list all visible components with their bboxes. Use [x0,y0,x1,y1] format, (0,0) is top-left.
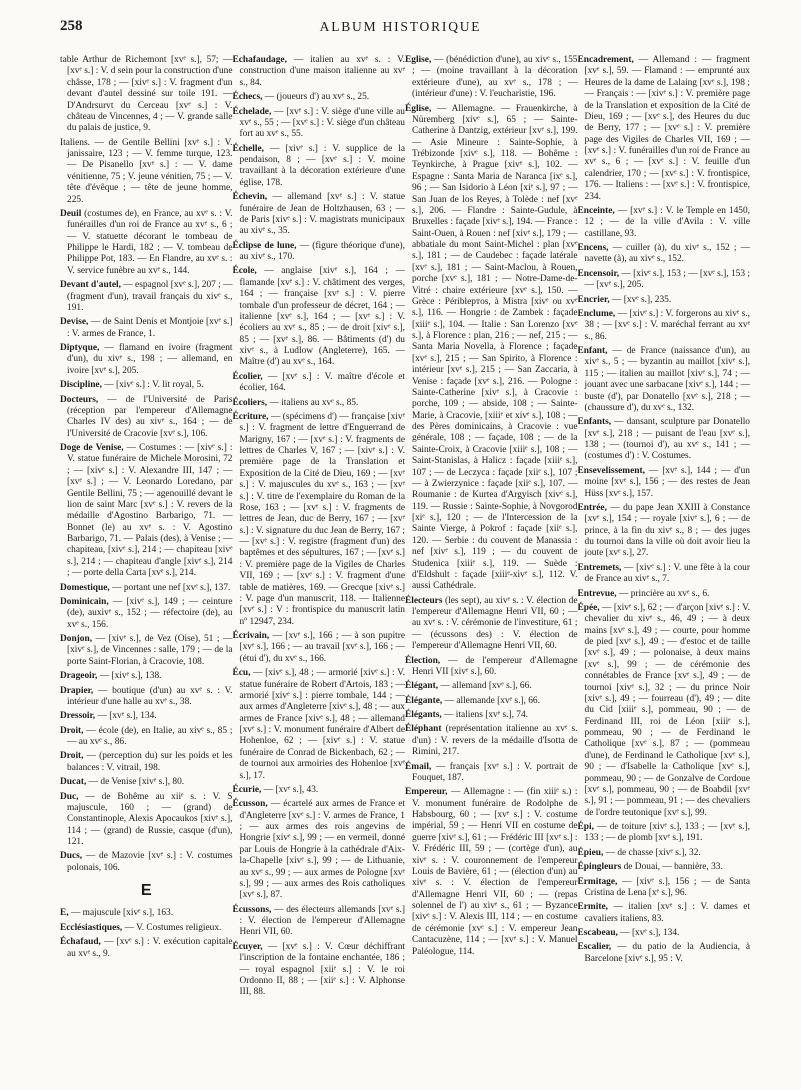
index-entry [578,417,751,463]
entry-text: — anglaise [xivᵉ s.], 164 ; — flamande [xvᵉ s.] : V. châtiment des verges, 164 ; — française [xvᵉ s.] : V. pierre tombale d'un professeur de décret, 164 ; — italienne [xvᵉ s.], 164 ; — [xvᵉ s.] : V. écoliers au xvᵉ s., 85 ; — de droit [xivᵉ s.], 85 ; — [xvᵉ s.], 86. — Bâtiments (d') du xivᵉ s., à Ludlow (Angleterre), 165. — Maître (d') au xvᵉ s., 164. [239,266,405,368]
entry-text: — du pape Jean XXIII à Constance [xvᵉ s.], 154 ; — royale [xivᵉ s.], 6 ; — de prince, à la fin du xivᵉ s., 8 ; — des juges du tournoi dans la ville où doit avoir lieu la joute [xvᵉ s.], 27. [584,502,750,559]
entry-headword: Dressoir, [60,711,96,722]
entry-headword: Élégant, [405,681,439,692]
index-entry [60,380,233,391]
entry-headword: Électeurs [405,595,443,606]
entry-text: (costumes de), en France, au xvᵉ s. : V. funérailles d'un roi de France au xvᵉ s., 6 ; — V. statuette décorant le tombeau de Philippe le Hardi, 182 ; — V. tombeau de Philippe Pot, 183. — En Flandre, au xvᵉ s. : V. service funèbre au xvᵉ s., 144. [67,208,233,276]
entry-text: — cuiller (à), du xivᵉ s., 152 ; — navette (à), au xivᵉ s., 152. [584,243,750,265]
entry-text: — [xivᵉ s.], 62 ; — d'arçon [xivᵉ s.] : V. chevalier du xivᵉ s., 46, 49 ; — à deux mains [xvᵉ s.], 49 ; — courte, pour homme de pied [xvᵉ s.], 49 ; — d'estoc et de taille [xvᵉ s.], 49 ; — polonaise, à deux mains [xvᵉ s.], 99 ; — de cérémonie des connétables de France [xvᵉ s.], 49 ; — de tournoi [xivᵉ s.], 32 ; — du prince Noir [xivᵉ s.], 49 ; — fourreau (d'), 49 ; — dite du Cid [xiiiᵉ s.], pommeau, 90 ; — de Ferdinand III, roi de Léon [xiiiᵉ s.], pommeau, 90 ; — de Ferdinand le Catholique [xvᵉ s.], 87 ; — (pommeau d'une), de Ferdinand le Catholique [xvᵉ s.], 90 ; — d'Isabelle la Catholique [xvᵉ s.], pommeau, 90 ; — de Gonzalve de Cordoue [xvᵉ s.], pommeau, 90 ; — de Boabdil [xvᵉ s.], 91 ; — pommeau, 91 ; — des chevaliers de l'ordre teutonique [xvᵉ s.], 99. [584,602,750,818]
entry-text: — de chasse [xivᵉ s.], 32. [603,847,701,858]
entry-text: — allemand [xvᵉ s.] : V. statue funéraire de Jean de Holtzhausen, 63 ; — de Paris [xivᵉ s.] : V. magistrats municipaux au xivᵉ s., 35. [239,192,405,237]
entry-text: table Arthur de Richemont [xvᵉ s.], 57; — [xvᵉ s.] : V. d sein pour la construction d'une châsse, 178 ; — [xivᵉ s.] : V. fragment d'un devant d'autel dessiné sur toile 191. — D'Andrsurvt du Cerceau [xvᵉ s.] : V. château de Vincennes, 4 ; — V. grande salle du palais de justice, 9. [60,55,233,134]
entry-text: — italien au xvᵉ s. : V. construction d'une maison italienne au xvᵉ s., 84. [239,55,405,88]
entry-text: — [xivᵉ s.] : V. lit royal, 5. [101,380,204,391]
entry-text: — portant une nef [xvᵉ s.], 137. [109,582,231,593]
entry-headword: E, [60,908,69,919]
entry-headword: Donjon, [60,634,93,644]
index-entry [578,503,751,560]
entry-headword: Éléphant [405,724,442,735]
entry-headword: Enfants, [577,417,612,428]
entry-text: — [xvᵉ s.], 134. [617,928,680,938]
index-entry [405,787,578,958]
index-entry [60,792,233,849]
index-entry [233,398,406,409]
entry-text: — [xvᵉ s.] : V. Cœur déchiffrant l'inscription de la fontaine enchantée, 186 ; — royal espagnol [xiiᵉ s.] : V. le roi Ordonno II, 88 ; — [xiiᵉ s.] : V. Alphonse III, 88. [239,941,405,998]
entry-text: — [xvᵉ s.], 134. [95,711,157,722]
entry-text: — dansant, sculpture par Donatello [xvᵉ s.], 218 ; — puisant de l'eau [xvᵉ s.], 138 ; — (tournoi d'), au xvᵉ s., 141 ; — (costumes d') : V. Costumes. [584,417,750,462]
entry-headword: Devant d'autel, [60,280,121,291]
entry-text: — (spécimens d') — française [xivᵉ s.] : V. fragment de lettre d'Enguerrand de Marigny, 167 ; — [xvᵉ s.] : V. fragments de lettres de Charles V, 167 ; — [xivᵉ s.] : V. première page de la Translation et Exposition de la Cité de Dieu, 169 ; — [xvᵉ s.] : V. majuscules du xvᵉ s., 163 ; — [xvᵉ s.] : V. titre de l'exemplaire du Roman de la Rose, 163 ; — [xvᵉ s.] : V. fragments de lettres de Jean, duc de Berry, 167 ; — [xvᵉ s.] : V. signature du duc Jean de Berry, 167 ; — [xvᵉ s.] : V. registre (fragment d'un) des baptêmes et des sépultures, 167 ; — [xvᵉ s.] : V. première page de la Vigiles de Charles VII, 169 ; — [xvᵉ s.] : V. fragment d'une table de matières, 169. — Grecque [xivᵉ s.] : V. page d'un manuscrit, 118. — Italienne [xvᵉ s.] : V : frontispice du manuscrit latin nº 12947, 234. [239,411,405,627]
running-title: ALBUM HISTORIQUE [319,19,482,34]
entry-headword: Encens, [577,243,609,253]
index-entry [60,138,233,206]
index-entry [60,923,233,934]
index-entry [60,908,233,919]
entry-text: — princière au xvᵉ s., 6. [616,588,710,599]
entry-headword: Église, [405,103,432,114]
entry-text: — [xivᵉ s.], 153 ; — [xvᵉ s.], 153 ; — [xvᵉ s.], 205. [584,268,750,291]
page-number: 258 [60,18,83,34]
entry-text: de Douai, — bannière, 33. [621,862,723,873]
entry-headword: Ecclésiastiques, [60,922,123,933]
index-entry [405,596,578,653]
entry-text: — V. Costumes religieux. [122,922,222,933]
index-entry [405,724,578,758]
entry-headword: Élégante, [405,695,443,706]
entry-text: — majuscule [xivᵉ s.], 163. [68,908,174,919]
index-entry [233,107,406,141]
entry-headword: Ducat, [60,777,87,788]
entry-headword: Encensoir, [577,268,620,279]
entry-headword: Encadrement, [577,55,634,65]
index-entry [233,55,406,89]
index-entry [233,785,406,796]
entry-headword: Éclipse de lune, [232,240,297,251]
index-entry [578,603,751,819]
index-entry [405,762,578,785]
index-entry [405,681,578,692]
index-entry [233,192,406,238]
entry-headword: Droit, [60,725,84,736]
index-entry [60,583,233,594]
entry-text: — [xvᵉ s.], 144 ; — d'un moine [xvᵉ s.], 156 ; — des restes de Jean Hüss [xvᵉ s.], 157. [584,465,750,499]
entry-headword: Doge de Venise, [60,443,124,453]
entry-headword: Épieu, [577,847,604,858]
entry-headword: Échevin, [232,192,268,203]
index-entry [60,317,233,340]
entry-text: — [xivᵉ s.] : V. forgerons au xivᵉ s., 38 ; — [xvᵉ s.] : V. maréchal ferrant au xvᵉ s., 86. [584,308,750,342]
index-entry [233,799,406,901]
index-entry [233,668,406,782]
index-entry [578,243,751,266]
index-entry [60,395,233,441]
index-entry [60,343,233,377]
entry-headword: Élection, [405,655,441,666]
entry-headword: Entrée, [577,502,607,513]
entry-headword: Émail, [405,761,432,772]
index-entry [60,634,233,668]
entry-text: — de l'empereur d'Allemagne Henri VII [xivᵉ s.], 60. [412,655,578,677]
entry-headword: Enceinte, [577,205,615,216]
index-entry [60,671,233,682]
entry-headword: Escabeau, [577,928,618,938]
index-entry [578,295,751,306]
entry-text: — école (de), en Italie, au xivᵉ s., 85 ; — au xvᵉ s., 86. [67,725,233,747]
index-entry [233,144,406,190]
entry-text: — allemand [xvᵉ s.], 66. [438,681,532,692]
entry-text: Italiens. — de Gentile Bellini [xvᵉ s.] : V. janissaire, 123 ; — V. femme turque, 123. — De Pisanello [xvᵉ s.] : — V. dame vénitienne, 75 ; V. jeune vénitien, 75 ; — V. tête d'évêque ; — tête de jeune homme, 225. [60,137,233,205]
entry-text: (les sept), au xivᵉ s. : V. élection de l'empereur d'Allemagne Henri VII, 60 ; — au xvᵉ s. : V. cérémonie de l'investiture, 61 ; — (écussons des) : V. élection de l'empereur d'Allemagne Henri VII, 60. [412,595,578,652]
index-entry [578,309,751,343]
entry-text: — allemande [xvᵉ s.], 66. [442,695,540,706]
entry-text: — Allemand : — fragment [xvᵉ s.], 59. — Flamand : — emprunté aux Heures de la dame de Lalaing [xvᵉ s.], 198 ; — Français : — [xivᵉ s.] : V. première page de la Translation et exposition de la Cité de Dieu, 169 ; — [xvᵉ s.], des Heures du duc de Berry, 177 ; — [xvᵉ s.] : V. première page des Vigiles de Charles VII, 169 ; — [xvᵉ s.] : V. funérailles d'un roi de France au xvᵉ s., 6 ; — [xvᵉ s.] : V. feuille d'un calendrier, 170 ; — [xvᵉ s.] : V. frontispice, 176. — Italiens : — [xvᵉ s.] : V. frontispice, 234. [584,55,750,202]
entry-headword: Empereur, [405,787,448,798]
entry-headword: Écrivain, [232,631,270,641]
entry-headword: Escalier, [577,942,612,953]
index-entry [60,711,233,722]
index-entry [578,466,751,500]
index-entry [60,851,233,874]
index-entry [60,443,233,580]
index-entry [60,726,233,749]
index-entry [60,55,233,135]
entry-text: — [xivᵉ s.], 156 ; — de Santa Cristina de Lena [xᵉ s.], 96. [584,876,750,898]
entry-headword: Drapier, [60,685,94,696]
entry-headword: Drageoir, [60,671,98,682]
entry-text: — de toiture [xivᵉ s.], 133 ; — [xvᵉ s.], 133 ; — de plomb [xvᵉ s.], 191. [584,822,750,844]
entry-text: (représentation italienne au xvᵉ s. d'un) : V. revers de la médaille d'Isotta de Rimini, 217. [412,724,578,758]
index-column-2 [233,55,406,1075]
entry-text: — écartelé aux armes de France et d'Angleterre [xvᵉ s.] : V. armes de France, 1 ; — aux armes des rois angevins de Hongrie [xivᵉ s.], 99 ; — en vermeil, donné par Louis de Hongrie à la cathédrale d'Aix-la-Chapelle [xivᵉ s.], 99 ; — de Lithuanie, au xvᵉ s., 99 ; — aux armes de Pologne [xvᵉ s.], 99 ; — aux armes des Rois catholiques [xvᵉ s.], 87. [239,799,405,901]
index-entry [578,206,751,240]
index-entry [578,862,751,873]
entry-headword: Ensevelissement, [577,465,645,476]
entry-text: — de France (naissance d'un), au xivᵉ s., 5 ; — byzantin au maillot [xivᵉ s.], 115 ; — italien au maillot [xivᵉ s.], 74 ; — jouant avec une sarbacane [xivᵉ s.], 144 ; — buste (d'), par Donatello [xvᵉ s.], 218 ; — (chaussure d'), du xvᵉ s., 132. [584,346,750,413]
entry-text: — français [xvᵉ s.] : V. portrait de Fouquet, 187. [412,761,578,783]
index-entry [578,346,751,414]
index-entry [405,104,578,593]
entry-headword: Dominicain, [60,596,109,607]
entry-text: — [xvᵉ s.] : V. exécution capitale au xvᵉ s., 9. [67,937,233,959]
entry-text: — [xvᵉ s.] : V. maître d'école et écolier, 164. [239,371,405,394]
entry-headword: Écoliers, [232,397,268,408]
index-entry [60,209,233,277]
entry-text: — Costumes : — [xivᵉ s.] : V. statue funéraire de Michele Morosini, 72 ; — [xivᵉ s.] : V. Alexandre III, 147 ; — [xvᵉ s.] ; — V. Leonardo Loredano, par Gentile Bellini, 75 ; — agenouillé devant le lion de saint Marc [xvᵉ s.] : V. revers de la médaille d'Agostino Barbarigo, 71. — Bonnet (le) au xvᵉ s. : V. Agostino Barbarigo, 71. — Palais (des), à Venise ; — chapiteau, [xivᵉ s.], 214 ; — chapiteau [xivᵉ s.], 214 ; — chapiteau d'angle [xivᵉ s.], 214 ; — porte della Carta [xvᵉ s.], 214. [67,443,233,579]
entry-headword: Écussons, [232,904,272,915]
index-entry [233,412,406,628]
entry-text: — [xivᵉ s.], 48 ; — armorié [xivᵉ s.] : V. statue funéraire de Robert d'Artois, 183 ; — armorié [xivᵉ s.] : pierre tombale, 144 ; — aux armes d'Angleterre [xivᵉ s.], 48 ; — aux armes de France [xivᵉ s.], 48 ; — allemand [xvᵉ s.] : V. monument funéraire d'Albert de Hohenloe, 62 ; — [xivᵉ s.] : V. statue funéraire de Conrad de Bickenbach, 62 ; — de tournoi aux armoiries des Hohenloe [xvᵉ s.], 17. [239,668,405,781]
entry-headword: Épi, [577,822,594,832]
entry-text: — (figure théorique d'une), au xivᵉ s., 170. [239,240,405,262]
index-entry [405,656,578,679]
entry-headword: École, [232,266,257,277]
entry-headword: Entremets, [577,562,622,573]
entry-text: — italiens au xvᵉ s., 85. [267,397,359,408]
entry-headword: Diptyque, [60,343,100,353]
entry-text: — de Venise [xivᵉ s.], 80. [86,777,185,788]
entry-headword: Discipline, [60,380,102,391]
entry-text: — [xivᵉ s.], 138. [97,671,162,682]
entry-text: — [xvᵉ s.], 43. [261,784,319,795]
page-header [60,18,741,40]
index-entry [405,55,578,101]
index-entry [578,942,751,965]
entry-headword: Entrevue, [577,588,617,599]
index-columns [60,55,750,1075]
index-entry [578,928,751,939]
index-column-1 [60,55,233,1075]
entry-headword: Enfant, [577,346,608,356]
entry-text: — [xvᵉ s.], 235. [609,294,672,305]
entry-text: — (perception du) sur les poids et les balances : V. vitrail, 198. [67,751,233,773]
entry-headword: Écolier, [232,371,263,382]
index-entry [233,942,406,999]
entry-headword: Échecs, [232,92,263,103]
entry-headword: Encrier, [577,294,610,305]
entry-headword: Écurie, [232,784,262,795]
index-entry [405,710,578,721]
entry-text: — Allemagne : — (fin xiiiᵉ s.) : V. monument funéraire de Rodolphe de Habsbourg, 60 ; — [xvᵉ s.] : V. costume impérial, 59 ; — Henri VII en costume de guerre [xivᵉ s.], 61 ; — Frédéric III [xvᵉ s.] : V. Frédéric III, 59 ; — (cortège d'un), au xivᵉ s. : V. couronnement de l'empereur Louis de Bavière, 61 ; — (élection d'un) au xivᵉ s. : V. élection de l'empereur d'Allemagne Henri VII, 60 ; — (repas solennel de l') au xivᵉ s., 61 ; — Byzance [xivᵉ s.] : V. Alexis III, 114 ; — en costume de cérémonie [xvᵉ s.] : V. empereur Jean Cantacuzène, 114 ; — [xvᵉ s.] : V. Manuel Paléologue, 114. [412,787,578,957]
entry-text: — [xivᵉ s.], 149 ; — ceinture (de), auxivᵉ s., 152 ; — réfectoire (de), au xvᵉ s., 156. [67,596,233,630]
index-entry [578,848,751,859]
entry-text: — (joueurs d') au xvᵉ s., 25. [262,92,370,103]
index-entry [578,269,751,292]
entry-text: — [xvᵉ s.] : V. siège d'une ville au xvᵉ s., 55 ; — [xvᵉ s.] : V. siège d'un château fort au xvᵉ s., 55. [239,106,405,140]
entry-headword: Docteurs, [60,394,99,405]
entry-text: — italien [xvᵉ s.] : V. dames et cavaliers italiens, 83. [584,902,750,924]
entry-text: — [xivᵉ s.], de Vez (Oise), 51 ; — [xivᵉ s.], de Vincennes : salle, 179 ; — de la porte Saint-Florian, à Cracovie, 108. [67,634,233,667]
entry-headword: Deuil [60,208,82,219]
entry-text: — de Mazovie [xvᵉ s.] : V. costumes polonais, 106. [67,851,233,873]
entry-text: — [xvᵉ s.] : V. le Temple en 1450, 12 ; — de la ville d'Avila : V. ville castillane, 93. [584,205,750,239]
entry-text: — (bénédiction d'une), au xivᵉ s., 155 ; — (moine travaillant à la décoration extérieure d'une), au xvᵉ s., 178 ; — (intérieur d'une) : V. l'eucharistie, 196. [412,55,578,100]
entry-headword: Écusson, [232,799,268,810]
entry-headword: Élégants, [405,710,442,720]
entry-headword: Échafaudage, [232,55,287,65]
index-entry [60,937,233,960]
entry-text: — [xvᵉ s.], 166 ; — à son pupitre [xvᵉ s.], 166 ; — au travail [xvᵉ s.], 166 ; — (étui d'), du xvᵉ s., 166. [239,631,405,664]
index-entry [60,751,233,774]
index-entry [233,241,406,264]
entry-text: — boutique (d'un) au xvᵉ s. : V. intérieur d'une halle au xvᵉ s., 38. [67,685,233,707]
index-entry [578,589,751,600]
entry-headword: Ducs, [60,851,83,862]
entry-text: — [xivᵉ s.] : V. supplice de la pendaison, 8 ; — [xvᵉ s.] : V. moine travaillant à la décoration extérieure d'une église, 178. [239,143,405,188]
index-entry [60,686,233,709]
index-entry [578,877,751,900]
entry-text: — de Bohême au xiiᵉ s. : V. S majuscule, 160 ; — (grand) de Constantinople, Alexis Apocaukos [xivᵉ s.], 114 ; — (grand) de Russie, casque (d'un), 121. [67,791,233,847]
entry-headword: Enclume, [577,308,616,319]
entry-headword: Église, [405,55,432,65]
entry-text: — [xivᵉ s.] : V. une fête à la cour de France au xivᵉ s., 7. [584,562,750,585]
entry-text: — des électeurs allemands [xvᵉ s.] : V. élection de l'empereur d'Allemagne Henri VII, 60. [239,904,405,938]
index-column-3 [405,55,578,1075]
index-entry [405,696,578,707]
entry-headword: Duc, [60,791,79,802]
entry-text: — du patio de la Audiencia, à Barcelone [xivᵉ s.], 95 : V. [584,942,750,964]
index-entry [60,597,233,631]
index-entry [233,266,406,368]
index-entry [233,372,406,395]
entry-headword: Ermite, [577,902,608,913]
entry-text: — flamand en ivoire (fragment d'un), du xivᵉ s., 198 ; — allemand, en ivoire [xvᵉ s.], 205. [67,343,233,376]
index-entry [578,563,751,586]
index-entry [233,631,406,665]
entry-text: — de l'Université de Paris (réception par l'empereur d'Allemagne Charles IV des) au xivᵉ s., 164 ; — de l'Université de Cracovie [xvᵉ s.], 106. [67,394,233,439]
entry-text: — de Saint Denis et Montjoie [xvᵉ s.] : V. armes de France, 1. [67,317,233,339]
entry-headword: Droit, [60,751,84,762]
entry-headword: Domestique, [60,582,110,593]
index-entry [233,92,406,103]
entry-headword: Échelade, [232,106,272,117]
index-entry [60,777,233,788]
entry-headword: Devise, [60,317,89,328]
entry-text: — Allemagne. — Frauenkirche, à Nüremberg [xivᵉ s.], 65 ; — Sainte-Catherine à Dantzig, extérieur [xvᵉ s.], 199. — Asie Mineure : Sainte-Sophie, à Trébizonde [xivᵉ s.], 118. — Bohême : Teynkirche, à Prague [xivᵉ s.], 102. — Espagne : Santa Maria de Naranca [ixᵉ s.], 96 ; — San Isidorio à Léon [xiᵉ s.], 97 ; — San Juan de los Reyes, à Tolède : nef [xvᵉ s.], 206. — Flandre : Sainte-Gudule, à Bruxelles : façade [xivᵉ s.], 194. — France : Saint-Ouen, à Rouen : nef [xivᵉ s.], 179 ; — abbatiale du mont Saint-Michel : plan [xvᵉ s.], 181 ; — de Caudebec : façade latérale [xvᵉ s.], 181 ; — Saint-Maclou, à Rouen, porche [xvᵉ s.], 181 ; — Notre-Dame-de-Vitré : chaire extérieure [xvᵉ s.], 150. — Grèce : Périblepтos, à Mistra [xivᵉ ou xvᵉ s.], 116. — Hongrie : de Zambek : façade [xiiiᵉ s.], 104. — Italie : San Lorenzo [xvᵉ s.], à Florence : plan, 216 ; — nef, 215 ; — Santa Maria Novella, à Florence ; façade [xvᵉ s.], 215 ; — San Spirito, à Florence : intérieur [xvᵉ s.], 215 ; — San Zaccaria, à Venise : façade [xvᵉ s.], 216. — Pologne : Sainte-Catherine [xivᵉ s.], à Cracovie : porche, 109 ; — abside, 108 ; — Sainte-Marie, à Cracovie, [xiiiᵉ et xivᵉ s.], 108 ; — des Pères dominicains, à Cracovie : vue générale, 108 ; — façade, 108 ; — de la Sainte-Croix, à Cracovie [xiiiᵉ s.], 108 ; — Saint-Stanislas, à Halicz : façade [xiiiᵉ s.], 107 ; — de Leczyca : façade [xiiᵉ s.], 107 ; — à Zwierzynice : façade [xiiᵉ s.], 107. — Roumanie : de Kurtea d'Argyisch [xivᵉ s.], 119. — Russie : Sainte-Sophie, à Novgorod [xiᵉ s.], 120 ; — de l'Intercession de la Sainte Vierge, à Pokrof : façade [xiiᵉ s.], 120. — Serbie : du couvent de Manassia : nef [xivᵉ s.], 119 ; — du couvent de Studenica [xiiiᵉ s.], 119. — Suède : d'Eldshult : façade [xiiiᵉ-xivᵉ s.], 112. V. aussi Cathédrale. [412,103,578,592]
entry-headword: Écriture, [232,411,269,422]
index-entry [233,905,406,939]
entry-text: — espagnol [xvᵉ s.], 207 ; — (fragment d'un), travail français du xivᵉ s., 191. [67,280,233,313]
entry-text: — italiens [xvᵉ s.], 74. [441,710,528,720]
index-entry [578,55,751,203]
entry-headword: Ermitage, [577,876,618,887]
entry-headword: Écuyer, [232,941,263,952]
entry-headword: Écu, [232,668,251,679]
index-entry [60,280,233,314]
entry-headword: Épingleurs [577,862,622,873]
entry-headword: Épée, [577,602,600,613]
index-entry [578,822,751,845]
index-entry [578,902,751,925]
index-column-4 [578,55,751,1075]
entry-headword: Échelle, [232,143,265,154]
entry-headword: Échafaud, [60,937,101,948]
section-letter: E [140,882,152,900]
